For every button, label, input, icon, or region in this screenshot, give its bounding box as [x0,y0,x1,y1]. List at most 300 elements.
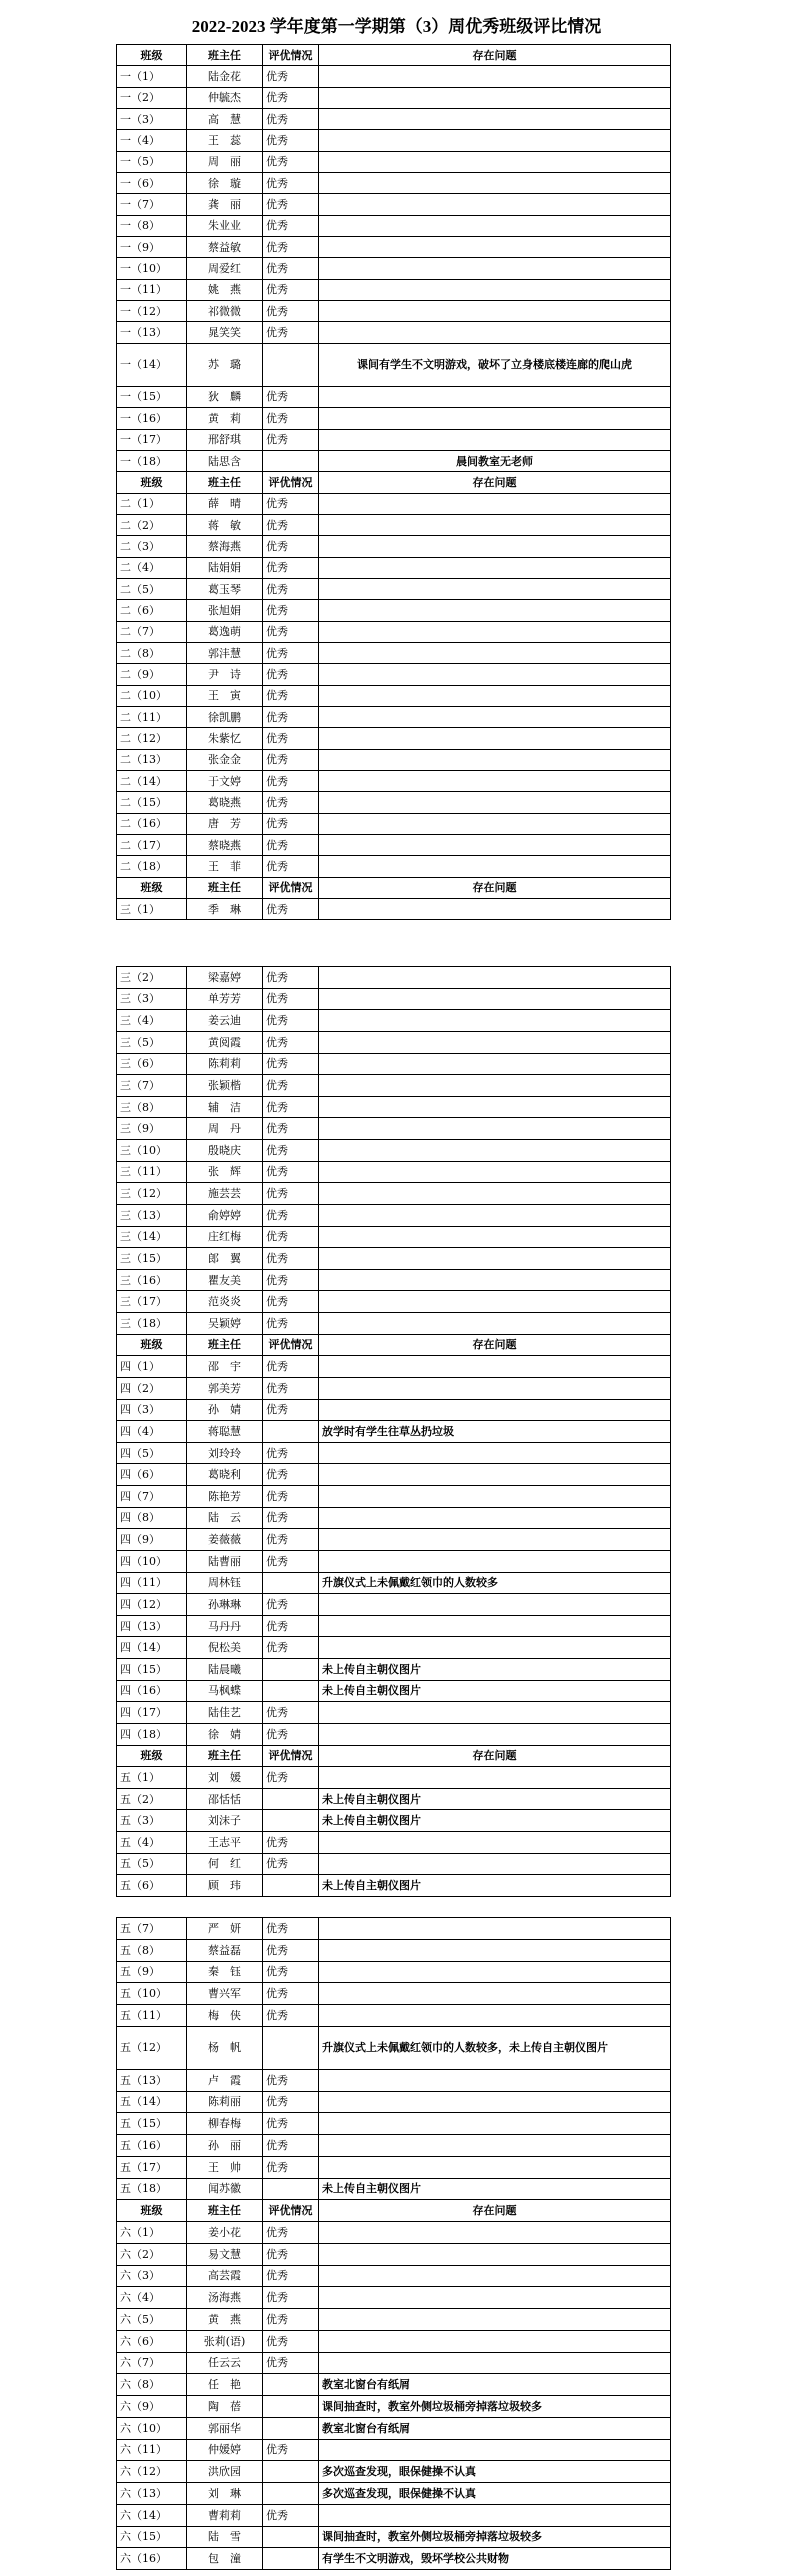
table-row [117,2417,671,2439]
rating-cell: 优秀 [263,813,319,834]
table-row [117,1161,671,1183]
table-row [117,1010,671,1032]
issue-cell [319,2287,671,2309]
column-header: 存在问题 [319,877,671,898]
table-row [117,2135,671,2157]
teacher-cell: 蔡海燕 [187,536,263,557]
issue-cell [319,856,671,877]
rating-cell [263,1810,319,1832]
table-row [117,706,671,727]
issue-cell [319,1226,671,1248]
class-cell: 一（12） [117,301,187,322]
issue-cell: 有学生不文明游戏，毁坏学校公共财物 [319,2548,671,2570]
rating-cell: 优秀 [263,408,319,429]
rating-cell: 优秀 [263,1853,319,1875]
rating-cell: 优秀 [263,514,319,535]
class-cell: 四（9） [117,1529,187,1551]
class-cell: 二（5） [117,578,187,599]
table-row [117,2309,671,2331]
issue-cell [319,988,671,1010]
teacher-cell: 曹莉莉 [187,2504,263,2526]
teacher-cell: 辅 洁 [187,1096,263,1118]
table-row [117,2352,671,2374]
table-row [117,600,671,621]
issue-cell [319,215,671,236]
issue-cell [319,279,671,300]
table-row [117,1767,671,1789]
rating-cell: 优秀 [263,1140,319,1162]
teacher-cell: 刘沫子 [187,1810,263,1832]
teacher-cell: 尹 诗 [187,664,263,685]
rating-cell: 优秀 [263,1399,319,1421]
table-row [117,967,671,989]
table-row [117,813,671,834]
teacher-cell: 何 红 [187,1853,263,1875]
issue-cell: 课间抽查时，教室外侧垃圾桶旁掉落垃圾较多 [319,2396,671,2418]
teacher-cell: 蒋聪慧 [187,1421,263,1443]
issue-cell [319,1723,671,1745]
class-cell: 二（12） [117,728,187,749]
table-row [117,1183,671,1205]
column-header: 班主任 [187,1745,263,1767]
teacher-cell: 顾 玮 [187,1875,263,1897]
teacher-cell: 姜云迪 [187,1010,263,1032]
rating-cell: 优秀 [263,1269,319,1291]
table-row [117,621,671,642]
class-cell: 一（3） [117,109,187,130]
class-cell: 五（16） [117,2135,187,2157]
class-cell: 一（8） [117,215,187,236]
class-cell: 五（18） [117,2178,187,2200]
issue-cell [319,386,671,407]
issue-cell [319,1832,671,1854]
teacher-cell: 郎 翼 [187,1248,263,1270]
table-row [117,322,671,343]
teacher-cell: 俞婷婷 [187,1204,263,1226]
issue-cell [319,1767,671,1789]
rating-cell [263,2526,319,2548]
issue-cell [319,2352,671,2374]
issue-cell [319,1313,671,1335]
issue-cell: 升旗仪式上未佩戴红领巾的人数较多 [319,1572,671,1594]
class-cell: 二（7） [117,621,187,642]
rating-cell [263,343,319,386]
teacher-cell: 姚 燕 [187,279,263,300]
column-header: 评优情况 [263,1745,319,1767]
class-cell: 六（8） [117,2374,187,2396]
class-cell: 四（8） [117,1507,187,1529]
teacher-cell: 季 琳 [187,899,263,920]
class-cell: 五（9） [117,1961,187,1983]
class-cell: 五（10） [117,1983,187,2005]
class-cell: 四（14） [117,1637,187,1659]
teacher-cell: 易文慧 [187,2243,263,2265]
table-row [117,1486,671,1508]
teacher-cell: 施芸芸 [187,1183,263,1205]
column-header: 评优情况 [263,1334,319,1356]
header-row [117,1334,671,1356]
class-cell: 二（6） [117,600,187,621]
class-cell: 一（1） [117,66,187,87]
table-row [117,194,671,215]
class-cell: 四（18） [117,1723,187,1745]
table-row [117,1377,671,1399]
column-header: 班级 [117,45,187,66]
class-cell: 二（8） [117,642,187,663]
issue-cell [319,173,671,194]
class-cell: 一（6） [117,173,187,194]
class-cell: 一（4） [117,130,187,151]
class-cell: 三（13） [117,1204,187,1226]
rating-cell: 优秀 [263,1053,319,1075]
issue-cell [319,792,671,813]
issue-cell: 未上传自主朝仪图片 [319,1680,671,1702]
rating-cell: 优秀 [263,322,319,343]
class-cell: 一（10） [117,258,187,279]
rating-cell: 优秀 [263,988,319,1010]
rating-cell: 优秀 [263,237,319,258]
rating-cell: 优秀 [263,173,319,194]
teacher-cell: 王 菲 [187,856,263,877]
table-row [117,771,671,792]
class-cell: 六（16） [117,2548,187,2570]
class-cell: 二（2） [117,514,187,535]
table-row [117,1939,671,1961]
teacher-cell: 薛 晴 [187,493,263,514]
teacher-cell: 任 艳 [187,2374,263,2396]
rating-cell: 优秀 [263,151,319,172]
rating-cell: 优秀 [263,1291,319,1313]
table-row [117,279,671,300]
column-header: 班级 [117,1745,187,1767]
column-header: 存在问题 [319,472,671,493]
class-cell: 一（7） [117,194,187,215]
rating-cell: 优秀 [263,1183,319,1205]
teacher-cell: 陆曹丽 [187,1550,263,1572]
table-row [117,2222,671,2244]
table-row [117,429,671,450]
teacher-cell: 单芳芳 [187,988,263,1010]
table-row [117,642,671,663]
table-row [117,66,671,87]
teacher-cell: 孙 婧 [187,1399,263,1421]
issue-cell [319,514,671,535]
issue-cell: 教室北窗台有纸屑 [319,2374,671,2396]
class-cell: 四（16） [117,1680,187,1702]
class-cell: 三（2） [117,967,187,989]
table-row [117,2091,671,2113]
class-cell: 四（6） [117,1464,187,1486]
teacher-cell: 葛晓燕 [187,792,263,813]
teacher-cell: 郭美芳 [187,1377,263,1399]
table-row [117,1594,671,1616]
rating-cell: 优秀 [263,642,319,663]
table-row [117,749,671,770]
rating-table-part-1 [116,44,671,920]
rating-table-part-2 [116,966,671,1897]
rating-cell: 优秀 [263,1226,319,1248]
table-row [117,237,671,258]
table-row [117,1075,671,1097]
teacher-cell: 秦 钰 [187,1961,263,1983]
teacher-cell: 包 潼 [187,2548,263,2570]
issue-cell [319,493,671,514]
class-cell: 三（6） [117,1053,187,1075]
issue-cell [319,1377,671,1399]
issue-cell [319,967,671,989]
class-cell: 二（15） [117,792,187,813]
teacher-cell: 徐凯鹏 [187,706,263,727]
table-row [117,1248,671,1270]
issue-cell [319,1140,671,1162]
table-row [117,87,671,108]
issue-cell [319,1550,671,1572]
class-cell: 三（15） [117,1248,187,1270]
table-row [117,1118,671,1140]
table-row [117,1702,671,1724]
issue-cell [319,706,671,727]
rating-cell [263,2396,319,2418]
issue-cell [319,408,671,429]
rating-cell: 优秀 [263,1767,319,1789]
table-row [117,1291,671,1313]
teacher-cell: 王 蕊 [187,130,263,151]
table-row [117,536,671,557]
rating-cell [263,1421,319,1443]
teacher-cell: 姜薇薇 [187,1529,263,1551]
column-header: 班主任 [187,472,263,493]
issue-cell [319,2156,671,2178]
teacher-cell: 蒋 敏 [187,514,263,535]
rating-cell: 优秀 [263,194,319,215]
teacher-cell: 洪欣园 [187,2461,263,2483]
issue-cell [319,664,671,685]
teacher-cell: 黄 莉 [187,408,263,429]
class-cell: 六（1） [117,2222,187,2244]
class-cell: 四（1） [117,1356,187,1378]
table-row [117,664,671,685]
teacher-cell: 陈莉莉 [187,1053,263,1075]
rating-cell [263,1875,319,1897]
rating-cell: 优秀 [263,1983,319,2005]
table-row [117,2113,671,2135]
issue-cell [319,1615,671,1637]
header-row [117,1745,671,1767]
issue-cell [319,2265,671,2287]
class-cell: 二（11） [117,706,187,727]
class-cell: 三（12） [117,1183,187,1205]
table-row [117,173,671,194]
rating-cell: 优秀 [263,2330,319,2352]
teacher-cell: 陆 雪 [187,2526,263,2548]
class-cell: 五（15） [117,2113,187,2135]
class-cell: 五（1） [117,1767,187,1789]
rating-cell: 优秀 [263,1248,319,1270]
teacher-cell: 周 丽 [187,151,263,172]
teacher-cell: 张旭娟 [187,600,263,621]
class-cell: 三（8） [117,1096,187,1118]
rating-cell: 优秀 [263,2091,319,2113]
table-row [117,1507,671,1529]
rating-cell [263,2178,319,2200]
rating-cell: 优秀 [263,258,319,279]
class-cell: 一（2） [117,87,187,108]
issue-cell [319,1918,671,1940]
table-row [117,685,671,706]
teacher-cell: 刘 媛 [187,1767,263,1789]
class-cell: 四（5） [117,1442,187,1464]
teacher-cell: 陆金花 [187,66,263,87]
class-cell: 五（7） [117,1918,187,1940]
table-row [117,386,671,407]
table-row [117,578,671,599]
issue-cell [319,2222,671,2244]
issue-cell [319,771,671,792]
issue-cell [319,813,671,834]
class-cell: 一（11） [117,279,187,300]
rating-cell: 优秀 [263,2069,319,2091]
table-row [117,1140,671,1162]
table-row [117,1226,671,1248]
rating-cell: 优秀 [263,771,319,792]
table-row [117,557,671,578]
table-row [117,2439,671,2461]
class-cell: 三（17） [117,1291,187,1313]
table-row [117,1810,671,1832]
teacher-cell: 陶 蓓 [187,2396,263,2418]
table-row [117,1788,671,1810]
table-row [117,109,671,130]
table-row [117,2265,671,2287]
rating-cell: 优秀 [263,1356,319,1378]
class-cell: 三（7） [117,1075,187,1097]
table-row [117,1356,671,1378]
class-cell: 二（4） [117,557,187,578]
teacher-cell: 陆 云 [187,1507,263,1529]
teacher-cell: 严 妍 [187,1918,263,1940]
table-row [117,215,671,236]
class-cell: 四（11） [117,1572,187,1594]
class-cell: 三（5） [117,1031,187,1053]
table-row [117,1313,671,1335]
teacher-cell: 任云云 [187,2352,263,2374]
issue-cell [319,1399,671,1421]
class-cell: 六（2） [117,2243,187,2265]
class-cell: 四（4） [117,1421,187,1443]
issue-cell [319,1464,671,1486]
teacher-cell: 殷晓庆 [187,1140,263,1162]
rating-cell: 优秀 [263,1529,319,1551]
teacher-cell: 吴颖婷 [187,1313,263,1335]
table-row [117,1031,671,1053]
issue-cell [319,109,671,130]
table-row [117,1615,671,1637]
rating-cell [263,2417,319,2439]
issue-cell: 未上传自主朝仪图片 [319,1875,671,1897]
class-cell: 四（13） [117,1615,187,1637]
class-cell: 一（5） [117,151,187,172]
issue-cell [319,237,671,258]
table-row [117,408,671,429]
issue-cell [319,1702,671,1724]
rating-cell: 优秀 [263,1161,319,1183]
teacher-cell: 王 寅 [187,685,263,706]
rating-cell: 优秀 [263,1832,319,1854]
table-row [117,450,671,471]
table-row [117,2026,671,2069]
rating-cell: 优秀 [263,130,319,151]
class-cell: 五（14） [117,2091,187,2113]
class-cell: 五（4） [117,1832,187,1854]
table-row [117,1680,671,1702]
issue-cell [319,2439,671,2461]
issue-cell [319,1356,671,1378]
column-header: 班级 [117,1334,187,1356]
table-row [117,1550,671,1572]
issue-cell [319,1486,671,1508]
issue-cell [319,2504,671,2526]
rating-cell: 优秀 [263,728,319,749]
rating-cell: 优秀 [263,967,319,989]
table-row [117,1096,671,1118]
class-cell: 二（16） [117,813,187,834]
table-row [117,1723,671,1745]
rating-cell: 优秀 [263,279,319,300]
rating-cell: 优秀 [263,1464,319,1486]
issue-cell: 晨间教室无老师 [319,450,671,471]
rating-cell [263,1680,319,1702]
teacher-cell: 卢 霞 [187,2069,263,2091]
rating-cell: 优秀 [263,1486,319,1508]
class-cell: 二（3） [117,536,187,557]
teacher-cell: 徐 婧 [187,1723,263,1745]
column-header: 班级 [117,877,187,898]
issue-cell [319,1853,671,1875]
class-cell: 三（9） [117,1118,187,1140]
column-header: 存在问题 [319,1334,671,1356]
teacher-cell: 郭沣慧 [187,642,263,663]
issue-cell [319,1204,671,1226]
rating-cell: 优秀 [263,835,319,856]
table-row [117,2069,671,2091]
teacher-cell: 葛逸萌 [187,621,263,642]
issue-cell [319,66,671,87]
column-header: 存在问题 [319,1745,671,1767]
rating-cell: 优秀 [263,1313,319,1335]
teacher-cell: 邢舒琪 [187,429,263,450]
issue-cell [319,1442,671,1464]
table-row [117,1529,671,1551]
class-cell: 一（14） [117,343,187,386]
teacher-cell: 苏 璐 [187,343,263,386]
rating-cell: 优秀 [263,856,319,877]
table-row [117,2178,671,2200]
class-cell: 五（12） [117,2026,187,2069]
issue-cell [319,1161,671,1183]
table-row [117,1853,671,1875]
teacher-cell: 蔡益磊 [187,1939,263,1961]
issue-cell [319,1183,671,1205]
teacher-cell: 蔡晓燕 [187,835,263,856]
table-row [117,988,671,1010]
issue-cell: 未上传自主朝仪图片 [319,1810,671,1832]
issue-cell [319,2243,671,2265]
table-row [117,2504,671,2526]
rating-cell: 优秀 [263,792,319,813]
column-header: 班主任 [187,877,263,898]
teacher-cell: 张颖楷 [187,1075,263,1097]
rating-cell: 优秀 [263,2005,319,2027]
